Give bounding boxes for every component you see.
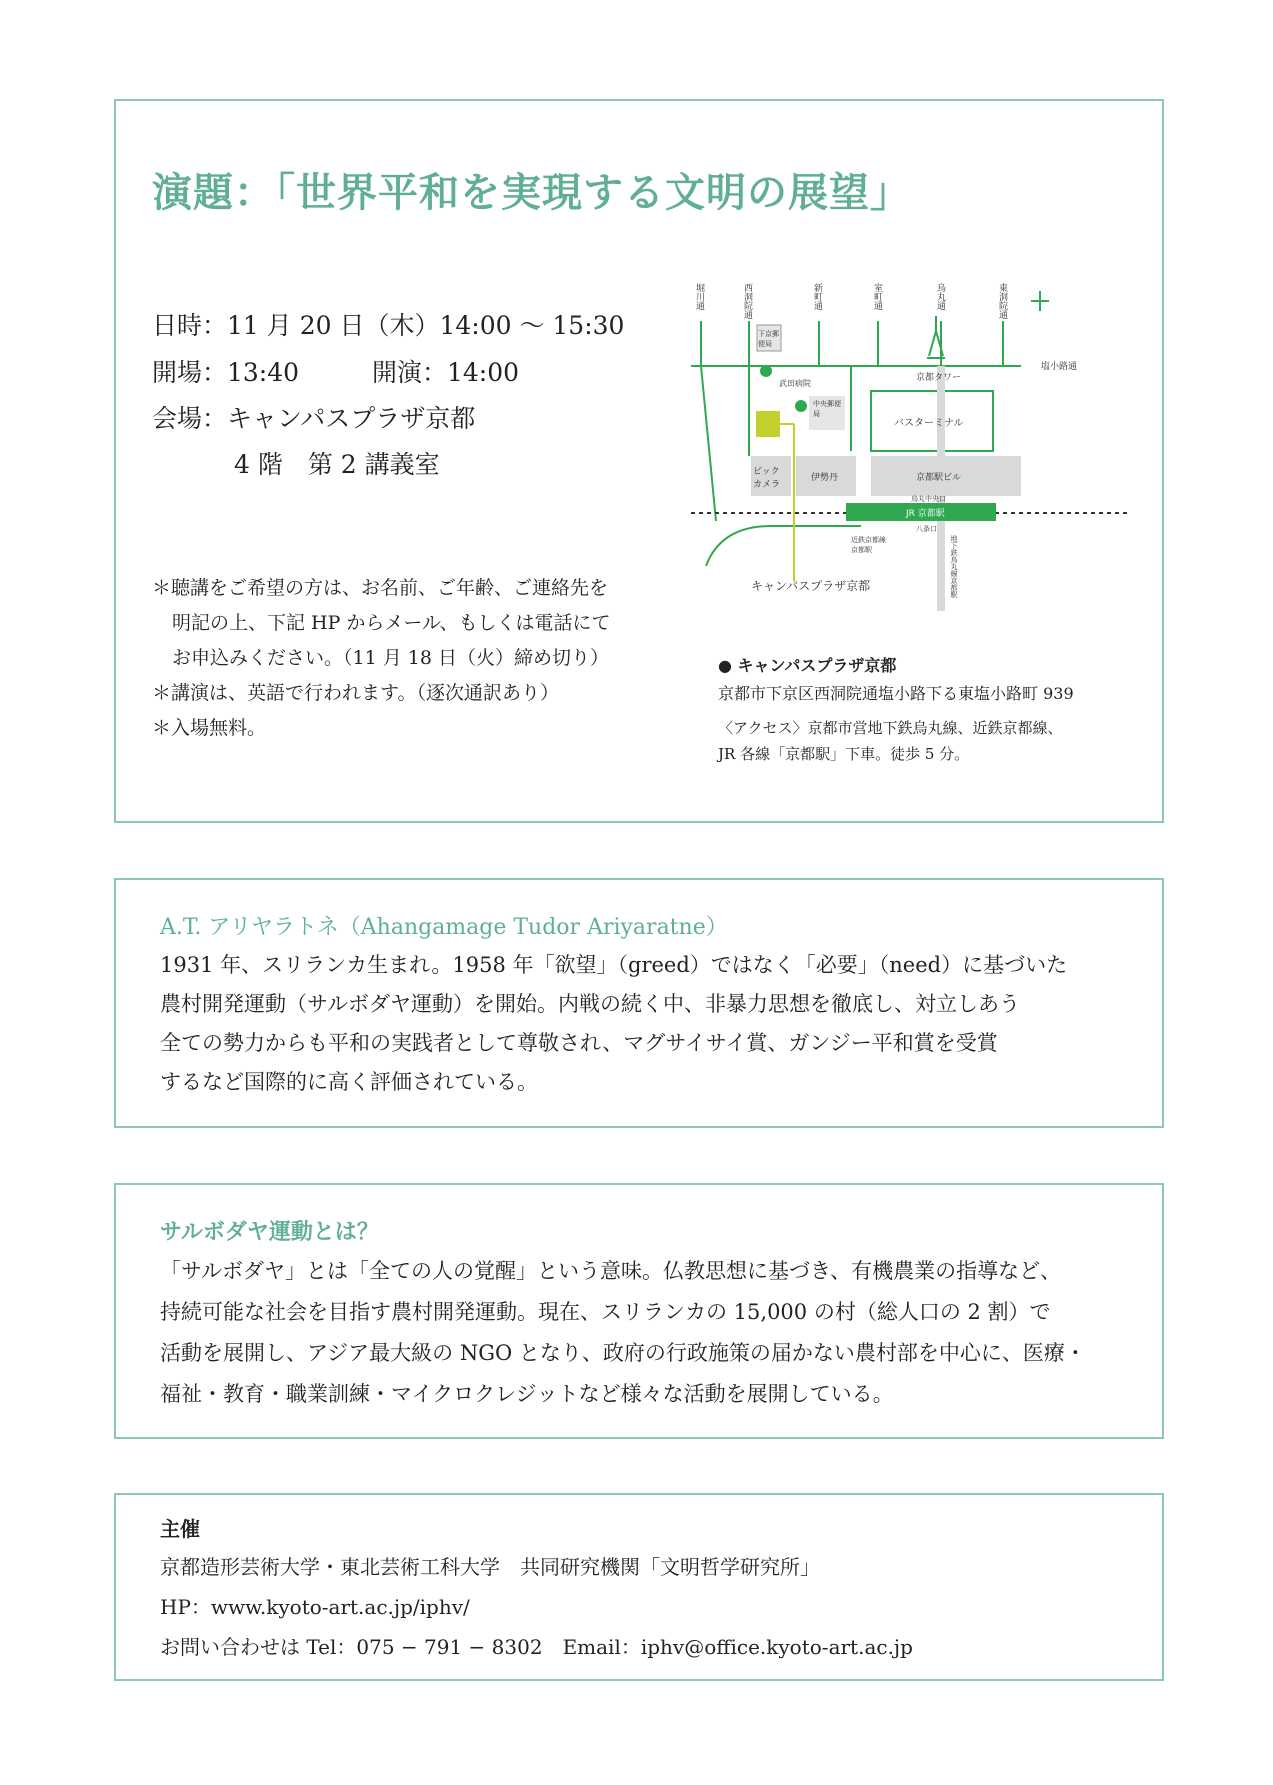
tower-label: 京都タワー [916,373,962,383]
shiokoji-label: 塩小路通 [1041,362,1078,372]
speaker-bio [160,946,1067,1102]
access-name: ● キャンパスプラザ京都 [718,656,897,675]
access-route-2: JR 各線「京都駅」下車。徒歩 5 分。 [718,745,970,763]
kintetsu-label: 近鉄京都線京都駅 [851,536,886,554]
karasuma-exit-label: 烏丸中央口 [911,495,946,503]
subway-label: 地下鉄烏丸線京都駅 [950,535,958,598]
lecture-title: 演題：「世界平和を実現する文明の展望」 [152,169,911,216]
bio-line: するなど国際的に高く評価されている。 [160,1070,538,1094]
note-line: 明記の上、下記 HP からメール、もしくは電話にて [172,612,611,634]
note-line: お申込みください。（11 月 18 日（火）締め切り） [172,647,609,669]
bio-line: 農村開発運動（サルボダヤ運動）を開始。内戦の続く中、非暴力思想を徹底し、対立しあう [160,992,1020,1016]
bus-terminal-label: バスターミナル [894,418,964,429]
organizer-contact[interactable]: お問い合わせは Tel：075 − 791 − 8302 Email：iphv@office.kyoto-art.ac.jp [160,1635,913,1659]
lecture-start: 開演：14:00 [372,358,520,387]
street-label: 西洞院通 [742,283,752,319]
station-building-label: 京都駅ビル [916,473,962,483]
organizer-box [114,1493,1164,1681]
lecture-room: 4 階 第 2 講義室 [234,450,440,479]
street-label: 新町通 [812,283,822,310]
post-office-label: 下京郵便局 [758,330,779,348]
hachijo-exit-label: 八条口 [916,525,937,533]
lecture-box [114,99,1164,823]
jr-station-label: JR 京都駅 [906,509,945,519]
bic-camera-label: ビックカメラ [753,467,781,490]
lecture-date: 日時：11 月 20 日（木）14:00 ～ 15:30 [152,311,625,340]
street-label: 烏丸通 [935,283,945,310]
speaker-box [114,878,1164,1128]
lecture-venue: 会場：キャンパスプラザ京都 [152,404,476,433]
movement-heading: サルボダヤ運動とは？ [160,1219,379,1245]
movement-line: 活動を展開し、アジア最大級の NGO となり、政府の行政施策の届かない農村部を中心に、医療・ [160,1341,1086,1365]
central-post-label: 中央郵便局 [813,400,841,418]
organizer-hp[interactable]: HP：www.kyoto-art.ac.jp/iphv/ [160,1595,470,1619]
isetan-label: 伊勢丹 [811,473,839,483]
speaker-heading: A.T. アリヤラトネ（Ahangamage Tudor Ariyaratne） [160,915,728,940]
movement-line: 福祉・教育・職業訓練・マイクロクレジットなど様々な活動を展開している。 [160,1382,894,1406]
note-line: ＊入場無料。 [152,717,267,739]
street-label: 東洞院通 [997,283,1007,319]
street-label: 室町通 [872,283,882,310]
lecture-notes [152,571,611,746]
movement-box [114,1183,1164,1439]
bio-line: 1931 年、スリランカ生まれ。1958 年「欲望」（greed）ではなく「必要」（need）に基づいた [160,953,1068,977]
organizer-heading: 主催 [160,1517,200,1541]
bio-line: 全ての勢力からも平和の実践者として尊敬され、マグサイサイ賞、ガンジー平和賞を受賞 [160,1031,998,1055]
takeda-label: 武田病院 [779,379,811,388]
access-route-1: 〈アクセス〉京都市営地下鉄烏丸線、近鉄京都線、 [718,719,1063,737]
organizer-name: 京都造形芸術大学・東北芸術工科大学 共同研究機関「文明哲学研究所」 [160,1555,820,1579]
campus-label: キャンパスプラザ京都 [751,579,871,593]
access-address: 京都市下京区西洞院通塩小路下る東塩小路町 939 [718,684,1074,703]
movement-line: 持続可能な社会を目指す農村開発運動。現在、スリランカの 15,000 の村（総人口の 2 割）で [160,1300,1051,1324]
street-label: 堀川通 [694,283,704,310]
movement-line: 「サルボダヤ」とは「全ての人の覚醒」という意味。仏教思想に基づき、有機農業の指導など、 [160,1259,1062,1283]
movement-body [160,1251,1086,1415]
note-line: ＊聴講をご希望の方は、お名前、ご年齢、ご連絡先を [152,577,609,599]
note-line: ＊講演は、英語で行われます。（逐次通訳あり） [152,682,559,704]
lecture-open: 開場：13:40 [152,358,300,387]
